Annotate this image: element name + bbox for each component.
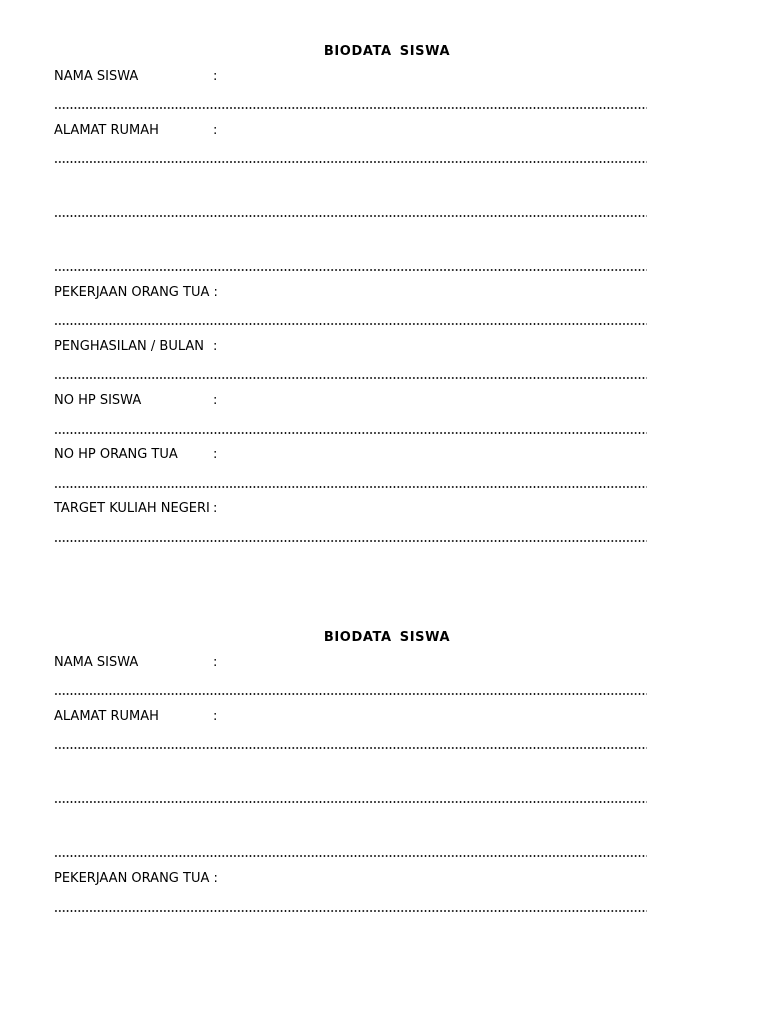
- fill-line[interactable]: [54, 429, 647, 437]
- field-colon: :: [213, 123, 218, 138]
- field-label: NAMA SISWA: [54, 655, 139, 670]
- form-title: BIODATA SISWA: [323, 630, 451, 645]
- field-colon: :: [213, 339, 218, 354]
- field-no-hp-orang-tua: [54, 447, 654, 463]
- fill-line[interactable]: [54, 537, 647, 545]
- field-label: PEKERJAAN ORANG TUA :: [54, 285, 218, 300]
- fill-line[interactable]: [54, 690, 647, 698]
- field-colon: :: [213, 709, 218, 724]
- field-no-hp-siswa: [54, 393, 654, 409]
- field-label: NO HP SISWA: [54, 393, 142, 408]
- field-label: ALAMAT RUMAH: [54, 123, 159, 138]
- field-label: NO HP ORANG TUA: [54, 447, 178, 462]
- field-alamat-rumah: [54, 123, 654, 139]
- fill-line[interactable]: [54, 798, 647, 806]
- fill-line[interactable]: [54, 212, 647, 220]
- fill-line[interactable]: [54, 158, 647, 166]
- fill-line[interactable]: [54, 907, 647, 915]
- field-pekerjaan-orang-tua: [54, 871, 654, 887]
- field-colon: :: [213, 447, 218, 462]
- field-colon: :: [213, 69, 218, 84]
- field-label: PENGHASILAN / BULAN: [54, 339, 205, 354]
- fill-line[interactable]: [54, 744, 647, 752]
- fill-line[interactable]: [54, 852, 647, 860]
- field-colon: :: [213, 655, 218, 670]
- field-target-kuliah: [54, 501, 654, 517]
- field-colon: :: [213, 501, 218, 516]
- fill-line[interactable]: [54, 320, 647, 328]
- fill-line[interactable]: [54, 483, 647, 491]
- field-penghasilan: [54, 339, 654, 355]
- fill-line[interactable]: [54, 374, 647, 382]
- field-label: NAMA SISWA: [54, 69, 139, 84]
- fill-line[interactable]: [54, 266, 647, 274]
- field-alamat-rumah: [54, 709, 654, 725]
- form-title: BIODATA SISWA: [323, 44, 451, 59]
- fill-line[interactable]: [54, 104, 647, 112]
- field-label: TARGET KULIAH NEGERI: [54, 501, 210, 516]
- field-nama-siswa: [54, 655, 654, 671]
- field-label: ALAMAT RUMAH: [54, 709, 159, 724]
- field-nama-siswa: [54, 69, 654, 85]
- field-pekerjaan-orang-tua: [54, 285, 654, 301]
- field-colon: :: [213, 393, 218, 408]
- field-label: PEKERJAAN ORANG TUA :: [54, 871, 218, 886]
